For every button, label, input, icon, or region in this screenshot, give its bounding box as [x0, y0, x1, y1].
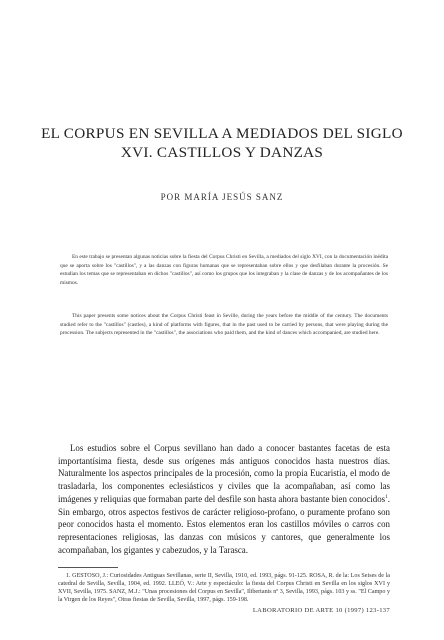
footnote: 1. GESTOSO, J.: Curiosidades Antiguas Sevillanas, serie II, Sevilla, 1910, ed. 1993, págs. 91-125. ROSA, R. de la: Los Seises de la catedral de Sevilla, Sevilla, 1904, ed. 1992. LLEÓ, V.: Arte y espectáculo: la fiesta del Corpus Christi en Sevilla en los siglos XVI y XVII, Sevilla, 1975. SANZ, M.J.: "Unas procesiones del Corpus en Sevilla", Ilibertanis nº 3, Sevilla, 1993, págs. 103 y ss. "El Campo y la Virgen de los Reyes", Otras fiestas de Sevilla, Sevilla, 1997, págs. 159-198. — [58, 573, 390, 604]
body-paragraph — [58, 442, 390, 556]
body-text-part-2: . Sin embargo, otros aspectos festivos de carácter religioso-profano, o puramente profano son peor conocidos hasta el momento. Estos elementos eran los castillos móviles o carros con representaciones religiosas, las danzas con músicos y cantores, que generalmente los acompañaban, los gigantes y cabezudos, y la Tarasca. — [58, 493, 390, 555]
body-text-part-1: Los estudios sobre el Corpus sevillano han dado a conocer bastantes facetas de esta importantísima fiesta, desde sus orígenes más antiguos conocidos hasta nuestros días. Naturalmente los aspectos principales de la procesión, como la propia Eucaristía, el modo de trasladarla, los componentes eclesiásticos y civiles que la acompañaban, así como las imágenes y reliquias que formaban parte del desfile son hasta ahora bastante bien conocidos — [58, 443, 390, 504]
footnote-reference[interactable]: 1 — [385, 493, 388, 500]
abstract-english: This paper presents some notices about the Corpus Christi feast in Seville, during the years before the middle of the century. The documents studied refer to the "castillos" (castles), a kind of platforms with figures, that in the past used to be carried by persons, that were playing during the procession. The subjects represented in the "castillos", the associations who paid them, and the kind of dances which accompanied, are studied here. — [60, 313, 388, 337]
journal-citation: LABORATORIO DE ARTE 10 (1997) 123-137 — [252, 607, 390, 614]
abstract-spanish: En este trabajo se presentan algunas noticias sobre la fiesta del Corpus Christi en Sevilla, a mediados del siglo XVI, con la documentación inédita que se aporta sobre los "castillos", y a las danzas con figuras humanas que se representaban sobre ellos y que desfilaban durante la procesión. Se estudian los temas que se representaban en dichos "castillos", así como los grupos que los integraban y la clase de danzas y de los acompañantes de los mismos. — [60, 254, 388, 286]
article-title: EL CORPUS EN SEVILLA A MEDIADOS DEL SIGLO XVI. CASTILLOS Y DANZAS — [41, 125, 403, 161]
footnote-divider — [58, 567, 118, 568]
article-author: POR MARÍA JESÚS SANZ — [160, 192, 284, 202]
